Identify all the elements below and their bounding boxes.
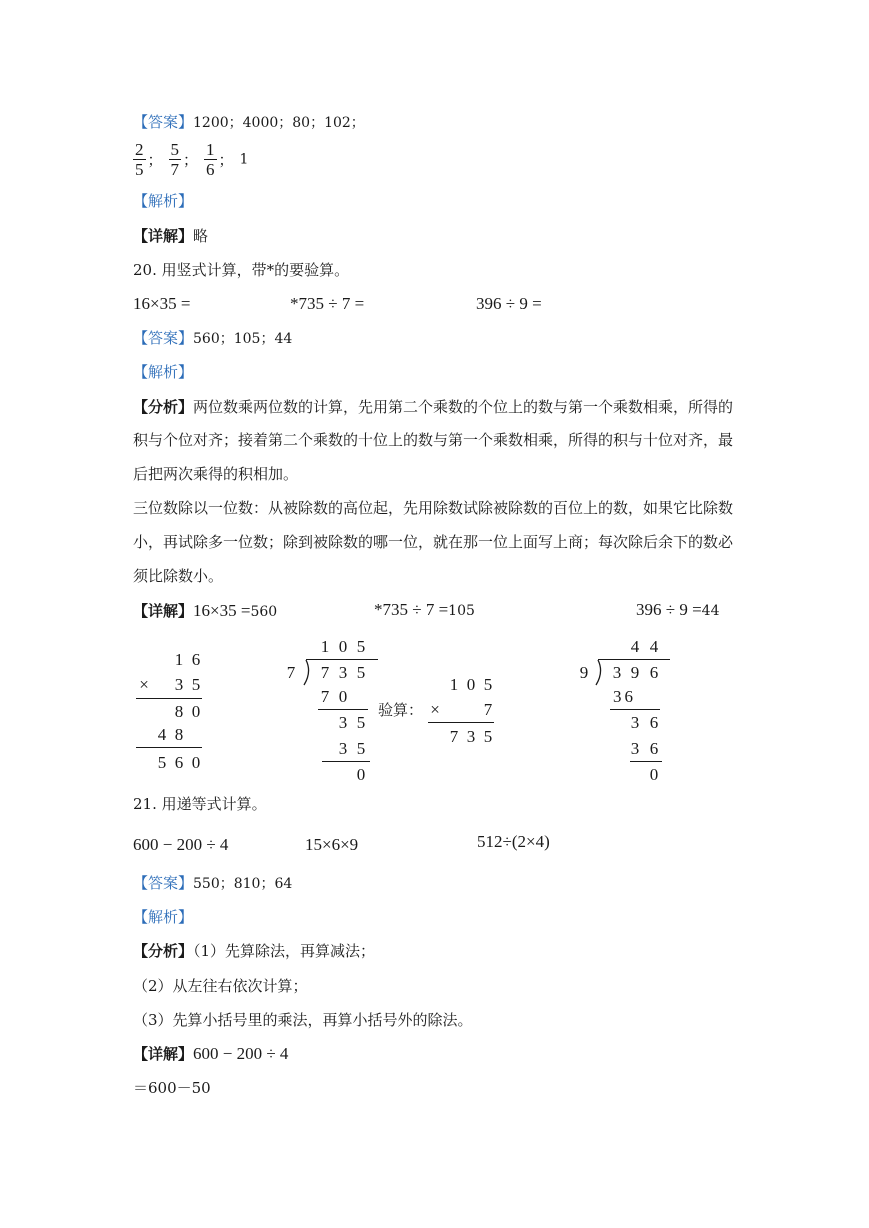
digit: 4 [157,725,167,744]
digit: 8 [174,725,184,744]
analysis-line: （2）从左往右依次计算； [133,977,308,995]
digit: 6 [649,713,659,732]
digit: 5 [356,637,366,656]
division-bracket [592,660,604,686]
answer-text: 550；810；64 [193,876,293,892]
q19-fraction-line: $\frac{2}{5}$ ； $\frac{5}{7}$ ； $\frac{1}{6}$ ； 1 [135,140,249,179]
answer-text: 1200；4000；80；102； [193,115,365,131]
q21-answer-line [133,873,292,894]
q20-detail-expr-3: 396 ÷ 9 =44 [636,600,720,619]
analysis-tag: 【解析】 [133,363,194,381]
analysis-line: 小，再试除多一位数；除到被除数的哪一位，就在那一位上面写上商；每次除后余下的数必 [133,533,734,551]
rule-line [610,709,660,710]
digit: 6 [649,663,659,682]
digit: 3 [338,713,348,732]
digit: 5 [483,675,493,694]
detail-tag: 【详解】 [133,227,194,245]
q21-expr-2: 15×6×9 [305,835,359,854]
rule-line [598,659,670,660]
q20-expr-2: *735 ÷ 7 = [290,294,365,313]
analysis-line: 须比除数小。 [133,567,224,585]
q20-detail-expr-2: *735 ÷ 7 =105 [374,600,475,619]
fraction: $\frac{5}{7}$ [170,140,180,179]
digit: 7 [320,663,330,682]
analysis-line: 三位数除以一位数：从被除数的高位起，先用除数试除被除数的百位上的数，如果它比除数 [133,499,734,517]
digit: 5 [191,675,201,694]
rule-line [322,761,370,762]
rule-line [136,698,202,699]
analysis-line: 【分析】（1）先算除法，再算减法； [133,942,376,960]
analysis-line: 【分析】两位数乘两位数的计算，先用第二个乘数的个位上的数与第一个乘数相乘，所得的 [133,398,734,416]
analysis-line: 积与个位对齐；接着第二个乘数的十位上的数与第一个乘数相乘，所得的积与十位对齐，最 [133,431,734,449]
analysis-tag: 【解析】 [133,192,194,210]
rule-line [428,722,494,723]
q19-answer-line [133,112,365,133]
digit: 0 [338,637,348,656]
digit: 4 [649,637,659,656]
q19-detail-line [133,226,208,246]
rule-line [306,659,378,660]
digit: 3 [466,727,476,746]
division-bracket [300,660,312,686]
digit: 6 [174,753,184,772]
digit: 5 [356,713,366,732]
digit: 3 [174,675,184,694]
digit: 7 [483,700,493,719]
detail-tag: 【详解】 [133,602,194,620]
answer-text: 560；105；44 [193,331,293,347]
check-label: 验算： [378,701,424,719]
q21-detail-line: 【详解】600 − 200 ÷ 4 [133,1044,289,1063]
fraction: $\frac{2}{5}$ [135,140,144,179]
digit: 6 [191,650,201,669]
rule-line [630,761,662,762]
digit: 8 [174,702,184,721]
rule-line [136,747,202,748]
q20-expr-3: 396 ÷ 9 = [476,294,542,313]
analysis-line: （3）先算小括号里的乘法，再算小括号外的除法。 [133,1011,473,1029]
digit: 1 [174,650,184,669]
digit: 5 [157,753,167,772]
digit: 0 [356,765,366,784]
digit: 0 [338,687,348,706]
digit: 3 [630,713,640,732]
q20-title: 20. 用竖式计算，带*的要验算。 [133,261,350,279]
q20-expr-1: 16×35 = [133,294,191,313]
q21-step-1: ＝600－50 [133,1079,211,1097]
answer-tag: 【答案】 [133,113,194,131]
q21-title: 21. 用递等式计算。 [133,795,267,813]
detail-text: 略 [193,227,209,245]
digit: × [139,675,149,694]
analysis-tag: 【解析】 [133,908,194,926]
q21-expr-3: 512÷(2×4) [477,832,550,851]
digit: 9 [579,663,589,682]
digit: 5 [483,727,493,746]
digit: 3 [338,663,348,682]
q20-detail-line: 【详解】16×35 =560 [133,601,278,620]
digit: 3 [338,739,348,758]
digit: 0 [466,675,476,694]
digit: 7 [449,727,459,746]
digit: 3 [612,663,622,682]
digit: 9 [630,663,640,682]
digit: 6 [649,739,659,758]
detail-tag: 【详解】 [133,1045,194,1063]
answer-tag: 【答案】 [133,329,194,347]
q20-answer-line [133,328,292,349]
last-value: 1 [239,151,249,168]
rule-line [318,709,368,710]
digit: 3 [630,739,640,758]
digit: 1 [449,675,459,694]
analysis-line: 后把两次乘得的积相加。 [133,465,299,483]
digit: 7 [286,663,296,682]
digit: × [430,700,440,719]
digit: 0 [649,765,659,784]
fraction: $\frac{1}{6}$ [206,140,215,179]
digit: 5 [356,663,366,682]
digit: 4 [630,637,640,656]
digit: 5 [356,739,366,758]
digit: 7 [320,687,330,706]
digit: 0 [191,753,201,772]
answer-tag: 【答案】 [133,874,194,892]
digit: 1 [320,637,330,656]
digit: 0 [191,702,201,721]
q21-expr-1: 600 − 200 ÷ 4 [133,835,229,854]
